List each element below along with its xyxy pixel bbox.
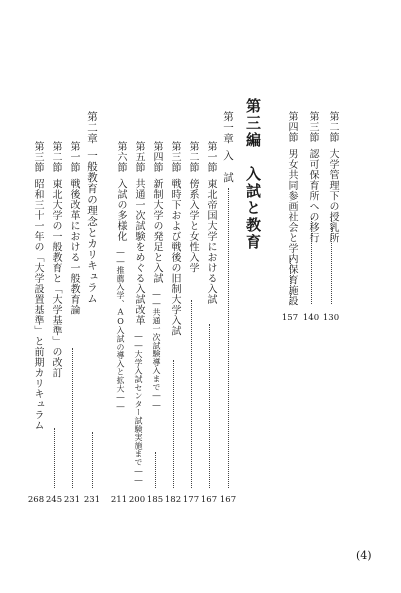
page-number: 231: [83, 495, 101, 505]
section-note: ――共通一次試験導入まで――: [152, 289, 161, 410]
chapter-label: 第一章: [222, 111, 234, 144]
page-number: 182: [164, 495, 182, 505]
chapter-label: 第二章: [86, 111, 98, 144]
dot-leader: [311, 218, 312, 304]
part-title: 第三編 入試と教育: [244, 98, 262, 251]
section-title: 認可保育所への移行: [307, 148, 318, 243]
dot-leader: [72, 348, 73, 488]
section-label: 第一節: [68, 141, 79, 173]
section-label: 第六節: [115, 141, 126, 173]
section-title: 東北大学の一般教育と「大学基準」の改訂: [50, 178, 61, 378]
toc-entry-1-1: [204, 141, 216, 305]
section-title: 戦後改革における一般教育論: [68, 178, 79, 315]
dot-leader: [228, 188, 229, 488]
page-number: 140: [302, 313, 320, 323]
dot-leader: [54, 428, 55, 488]
section-title: 男女共同参画社会と学内保育施設: [286, 148, 297, 306]
section-label: 第三節: [169, 141, 180, 173]
dot-leader: [155, 452, 156, 488]
section-label: 第四節: [151, 141, 162, 173]
toc-entry-2-1: [67, 141, 79, 315]
dot-leader: [173, 360, 174, 488]
toc-entry-1-2: [186, 141, 198, 273]
section-title: 入試の多様化: [115, 178, 126, 242]
chapter-1: [222, 111, 234, 183]
toc-entry-1-4: [150, 141, 162, 410]
section-note: ――推薦入学、AO入試の導入と拡大――: [116, 247, 125, 412]
toc-entry-upper-2: [306, 111, 318, 243]
toc-entry-2-2: [49, 141, 61, 378]
toc-entry-upper-1: [326, 111, 338, 243]
chapter-title: 入 試: [222, 150, 234, 183]
page-number: 200: [128, 495, 146, 505]
dot-leader: [290, 258, 291, 304]
section-title: 戦時下および戦後の旧制大学入試: [169, 178, 180, 336]
page-number: 211: [110, 495, 128, 505]
section-label: 第二節: [187, 141, 198, 173]
section-title: 東北帝国大学における入試: [205, 178, 216, 305]
section-label: 第一節: [205, 141, 216, 173]
section-label: 第五節: [133, 141, 144, 173]
section-label: 第四節: [286, 111, 297, 143]
dot-leader: [191, 300, 192, 488]
toc-entry-2-3: [31, 141, 43, 431]
section-title: 傍系入学と女性入学: [187, 178, 198, 273]
toc-entry-1-6: [114, 141, 126, 411]
page-number: 185: [146, 495, 164, 505]
section-title: 共通一次試験をめぐる入試改革: [133, 178, 144, 326]
page-number: 130: [322, 313, 340, 323]
page-number: 231: [63, 495, 81, 505]
section-label: 第二節: [50, 141, 61, 173]
section-label: 第三節: [307, 111, 318, 143]
toc-entry-upper-3: [285, 111, 297, 306]
page-number: 157: [281, 313, 299, 323]
section-title: 昭和三十一年の「大学設置基準」と前期カリキュラム: [32, 178, 43, 431]
page-number: 167: [219, 495, 237, 505]
page-number: 167: [200, 495, 218, 505]
page-folio: (4): [356, 549, 372, 562]
dot-leader: [209, 324, 210, 488]
dot-leader: [331, 218, 332, 304]
chapter-title: 一般教育の理念とカリキュラム: [86, 150, 98, 304]
section-title: 大学管理下の授乳所: [327, 148, 338, 243]
page-number: 245: [45, 495, 63, 505]
page-number: 177: [182, 495, 200, 505]
section-note: ――大学入試センター試験実施まで――: [134, 331, 143, 485]
dot-leader: [92, 432, 93, 488]
toc-entry-1-5: [132, 141, 144, 485]
toc-entry-1-3: [168, 141, 180, 336]
page-number: 268: [27, 495, 45, 505]
section-title: 新制大学の発足と入試: [151, 178, 162, 284]
chapter-2: [86, 111, 98, 304]
section-label: 第二節: [327, 111, 338, 143]
section-label: 第三節: [32, 141, 43, 173]
